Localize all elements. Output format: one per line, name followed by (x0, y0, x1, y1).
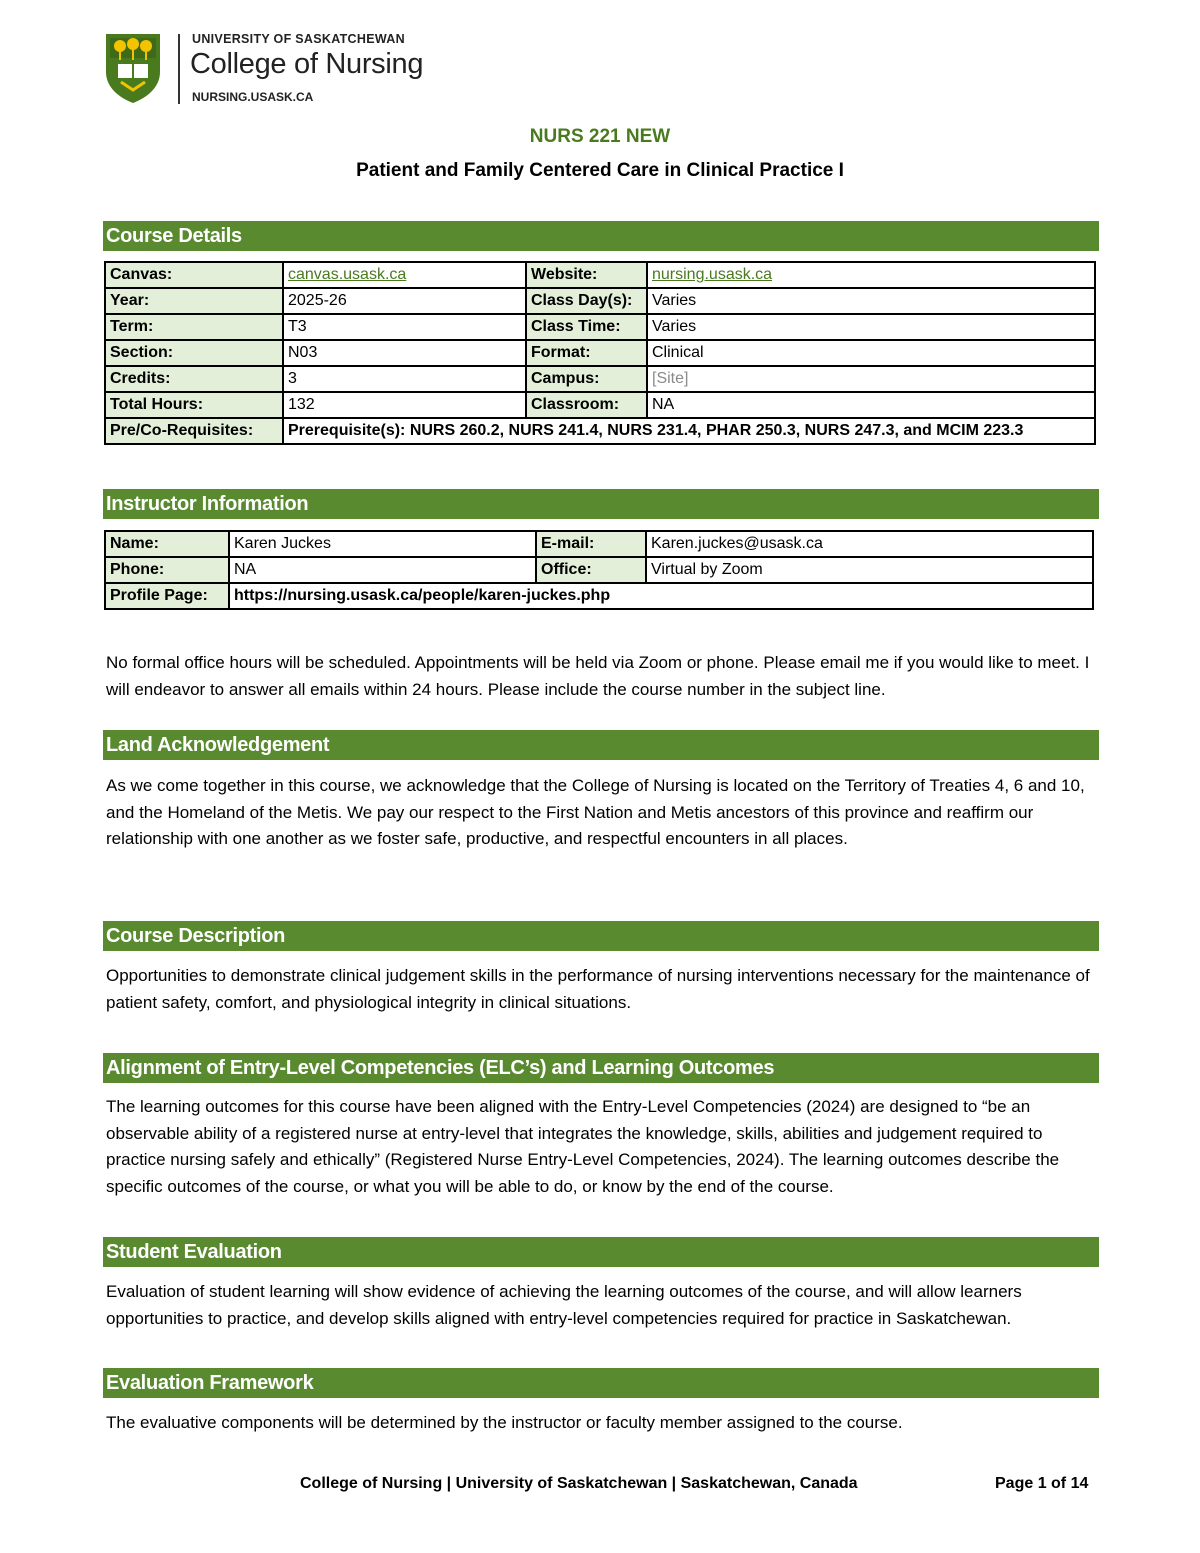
credits-label: Credits: (105, 366, 283, 392)
university-shield-icon (104, 32, 162, 104)
table-row (105, 583, 1093, 609)
year-label: Year: (105, 288, 283, 314)
total-hours-value: 132 (283, 392, 526, 418)
section-label: Section: (105, 340, 283, 366)
college-name: College of Nursing (190, 48, 424, 80)
university-name: UNIVERSITY OF SASKATCHEWAN (192, 32, 405, 46)
total-hours-label: Total Hours: (105, 392, 283, 418)
campus-label: Campus: (526, 366, 647, 392)
section-heading-alignment: Alignment of Entry-Level Competencies (ELC’s) and Learning Outcomes (103, 1053, 1099, 1083)
section-heading-description: Course Description (103, 921, 1099, 951)
alignment-text: The learning outcomes for this course have been aligned with the Entry-Level Competencies (2024) are designed to “be an observable ability of a registered nurse at entry-level that integrates the knowledge, skills, abilities and judgement required to practice nursing safely and ethically” (Registered Nurse Entry-Level Competencies, 2024). The learning outcomes describe the specific outcomes of the course, or what you will be able to do, or know by the end of the course. (106, 1097, 1060, 1196)
student-evaluation-text: Evaluation of student learning will show evidence of achieving the learning outcomes of the course, and will allow learners opportunities to practice, and develop skills aligned with entry-level competencies required for practice in Saskatchewan. (106, 1282, 1022, 1328)
table-row (105, 340, 1095, 366)
table-row (105, 418, 1095, 444)
land-acknowledgement-text: As we come together in this course, we acknowledge that the College of Nursing is located on the Territory of Treaties 4, 6 and 10, and the Homeland of the Metis. We pay our respect to the First Nation and Metis ancestors of this province and reaffirm our relationship with one another as we foster safe, productive, and respectful encounters in all places. (106, 776, 1085, 848)
class-time-value: Varies (647, 314, 1095, 340)
college-logo (104, 30, 464, 105)
canvas-cell (283, 262, 526, 288)
phone-value: NA (229, 557, 536, 583)
prereq-label: Pre/Co-Requisites: (105, 418, 283, 444)
section-heading-framework: Evaluation Framework (103, 1368, 1099, 1398)
course-title: Patient and Family Centered Care in Clinical Practice I (356, 160, 844, 181)
term-label: Term: (105, 314, 283, 340)
website-label: Website: (526, 262, 647, 288)
term-value: T3 (283, 314, 526, 340)
course-code: NURS 221 NEW (529, 126, 671, 147)
format-label: Format: (526, 340, 647, 366)
website-cell (647, 262, 1095, 288)
section-heading-course-details: Course Details (103, 221, 1099, 251)
section-heading-evaluation: Student Evaluation (103, 1237, 1099, 1267)
course-details-table (104, 261, 1096, 445)
section-heading-land: Land Acknowledgement (103, 730, 1099, 760)
section-heading-instructor: Instructor Information (103, 489, 1099, 519)
profile-value[interactable]: https://nursing.usask.ca/people/karen-juckes.php (229, 583, 1093, 609)
website-link[interactable]: nursing.usask.ca (652, 266, 773, 283)
table-row (105, 531, 1093, 557)
office-hours-note: No formal office hours will be scheduled. Appointments will be held via Zoom or phone. Please email me if you would like to meet. I will endeavor to answer all emails within 24 hours. Please include the course number in the subject line. (106, 653, 1090, 699)
evaluation-framework-text: The evaluative components will be determined by the instructor or faculty member assigned to the course. (106, 1413, 903, 1432)
college-website: NURSING.USASK.CA (192, 90, 314, 104)
class-days-label: Class Day(s): (526, 288, 647, 314)
table-row (105, 366, 1095, 392)
format-value: Clinical (647, 340, 1095, 366)
class-days-value: Varies (647, 288, 1095, 314)
profile-label: Profile Page: (105, 583, 229, 609)
phone-label: Phone: (105, 557, 229, 583)
table-row (105, 314, 1095, 340)
email-value[interactable]: Karen.juckes@usask.ca (646, 531, 1093, 557)
credits-value: 3 (283, 366, 526, 392)
page-number: Page 1 of 14 (995, 1475, 1089, 1492)
course-description-text: Opportunities to demonstrate clinical judgement skills in the performance of nursing interventions necessary for the maintenance of patient safety, comfort, and physiological integrity in clinical situations. (106, 966, 1090, 1012)
table-row (105, 392, 1095, 418)
classroom-label: Classroom: (526, 392, 647, 418)
canvas-label: Canvas: (105, 262, 283, 288)
instructor-table (104, 530, 1094, 610)
name-value: Karen Juckes (229, 531, 536, 557)
table-row (105, 288, 1095, 314)
page-footer: College of Nursing | University of Saskatchewan | Saskatchewan, Canada (300, 1475, 858, 1492)
classroom-value: NA (647, 392, 1095, 418)
canvas-link[interactable]: canvas.usask.ca (288, 266, 407, 283)
table-row (105, 557, 1093, 583)
office-value: Virtual by Zoom (646, 557, 1093, 583)
table-row (105, 262, 1095, 288)
office-label: Office: (536, 557, 646, 583)
class-time-label: Class Time: (526, 314, 647, 340)
logo-divider (178, 34, 180, 104)
campus-value: [Site] (647, 366, 1095, 392)
name-label: Name: (105, 531, 229, 557)
year-value: 2025-26 (283, 288, 526, 314)
prereq-value: Prerequisite(s): NURS 260.2, NURS 241.4, NURS 231.4, PHAR 250.3, NURS 247.3, and MCIM 223.3 (283, 418, 1095, 444)
section-value: N03 (283, 340, 526, 366)
email-label: E-mail: (536, 531, 646, 557)
